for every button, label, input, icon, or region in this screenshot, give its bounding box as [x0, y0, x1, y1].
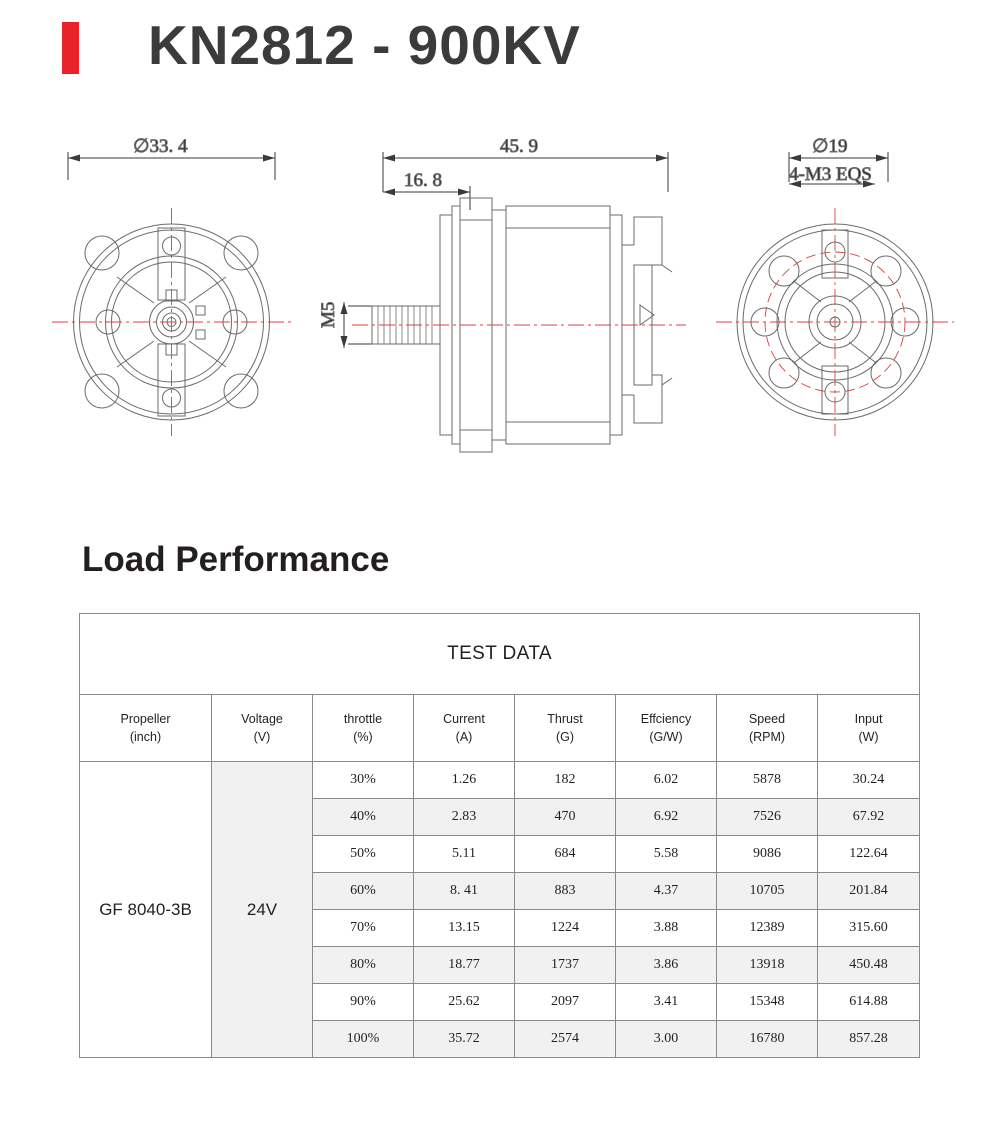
column-unit: (%): [353, 730, 373, 744]
test-data-table: [79, 613, 920, 1058]
cell-input: 67.92: [818, 799, 920, 836]
column-unit: (G/W): [649, 730, 683, 744]
cell-speed: 16780: [717, 1021, 818, 1058]
column-header-input: [818, 695, 920, 762]
front-view-group: [52, 136, 291, 436]
cell-speed: 5878: [717, 762, 818, 799]
column-label: Voltage: [241, 711, 283, 726]
table-row: [80, 762, 920, 799]
cell-throttle: 70%: [313, 910, 414, 947]
cell-speed: 9086: [717, 836, 818, 873]
cell-current: 25.62: [414, 984, 515, 1021]
load-performance-title: Load Performance: [82, 540, 390, 579]
column-header-propeller: [80, 695, 212, 762]
column-label: Propeller: [120, 711, 171, 726]
voltage-value: 24V: [212, 762, 313, 1058]
cell-thrust: 684: [515, 836, 616, 873]
cell-efficiency: 6.92: [616, 799, 717, 836]
column-header-thrust: [515, 695, 616, 762]
cell-thrust: 1737: [515, 947, 616, 984]
bottom-view-group: [716, 136, 954, 436]
cell-throttle: 50%: [313, 836, 414, 873]
propeller-value: GF 8040-3B: [80, 762, 212, 1058]
cell-current: 13.15: [414, 910, 515, 947]
column-unit: (RPM): [748, 730, 786, 744]
page-title: KN2812 - 900KV: [148, 14, 581, 76]
cell-throttle: 30%: [313, 762, 414, 799]
column-label: Thrust: [547, 711, 583, 726]
cell-input: 315.60: [818, 910, 920, 947]
dim-front-diameter: ∅33. 4: [133, 136, 188, 157]
cell-input: 450.48: [818, 947, 920, 984]
cell-thrust: 2574: [515, 1021, 616, 1058]
cell-efficiency: 3.00: [616, 1021, 717, 1058]
column-label: throttle: [343, 711, 383, 726]
technical-drawings: [0, 110, 1006, 510]
column-unit: (inch): [129, 730, 162, 744]
cell-speed: 7526: [717, 799, 818, 836]
column-unit: (A): [455, 730, 473, 744]
column-label: Effciency: [640, 711, 692, 726]
cell-speed: 10705: [717, 873, 818, 910]
column-header-efficiency: [616, 695, 717, 762]
cell-throttle: 100%: [313, 1021, 414, 1058]
column-header-speed: [717, 695, 818, 762]
cell-thrust: 2097: [515, 984, 616, 1021]
cell-efficiency: 4.37: [616, 873, 717, 910]
cell-efficiency: 6.02: [616, 762, 717, 799]
dim-bolt-circle: ∅19: [812, 136, 848, 157]
column-unit: (G): [555, 730, 575, 744]
cell-current: 1.26: [414, 762, 515, 799]
column-label: Current: [443, 711, 485, 726]
cell-thrust: 470: [515, 799, 616, 836]
cell-current: 35.72: [414, 1021, 515, 1058]
column-header-throttle: [313, 695, 414, 762]
cell-current: 8. 41: [414, 873, 515, 910]
accent-bar: [62, 22, 79, 74]
drawings-svg: [0, 110, 1006, 510]
cell-efficiency: 3.88: [616, 910, 717, 947]
column-header-current: [414, 695, 515, 762]
side-view-group: [318, 136, 686, 452]
column-unit: (V): [253, 730, 271, 744]
cell-throttle: 60%: [313, 873, 414, 910]
cell-speed: 15348: [717, 984, 818, 1021]
cell-input: 122.64: [818, 836, 920, 873]
cell-speed: 12389: [717, 910, 818, 947]
dim-thread-m5: M5: [318, 301, 339, 328]
column-label: Speed: [748, 711, 786, 726]
cell-thrust: 182: [515, 762, 616, 799]
page-header: [0, 0, 1006, 110]
cell-thrust: 883: [515, 873, 616, 910]
cell-input: 857.28: [818, 1021, 920, 1058]
column-header-voltage: [212, 695, 313, 762]
table-title: TEST DATA: [80, 614, 920, 695]
table-header-row: [80, 695, 920, 762]
cell-throttle: 80%: [313, 947, 414, 984]
cell-throttle: 40%: [313, 799, 414, 836]
cell-thrust: 1224: [515, 910, 616, 947]
column-unit: (W): [858, 730, 879, 744]
column-label: Input: [854, 711, 883, 726]
test-data-table-wrap: [79, 613, 919, 1058]
cell-input: 201.84: [818, 873, 920, 910]
dim-screws: 4-M3 EQS: [789, 164, 872, 185]
cell-throttle: 90%: [313, 984, 414, 1021]
dim-side-length: 45. 9: [500, 136, 538, 157]
cell-current: 2.83: [414, 799, 515, 836]
cell-efficiency: 5.58: [616, 836, 717, 873]
table-title-row: [80, 614, 920, 695]
cell-input: 614.88: [818, 984, 920, 1021]
cell-input: 30.24: [818, 762, 920, 799]
dim-shaft-length: 16. 8: [404, 170, 442, 191]
cell-current: 5.11: [414, 836, 515, 873]
cell-efficiency: 3.86: [616, 947, 717, 984]
cell-efficiency: 3.41: [616, 984, 717, 1021]
cell-speed: 13918: [717, 947, 818, 984]
cell-current: 18.77: [414, 947, 515, 984]
